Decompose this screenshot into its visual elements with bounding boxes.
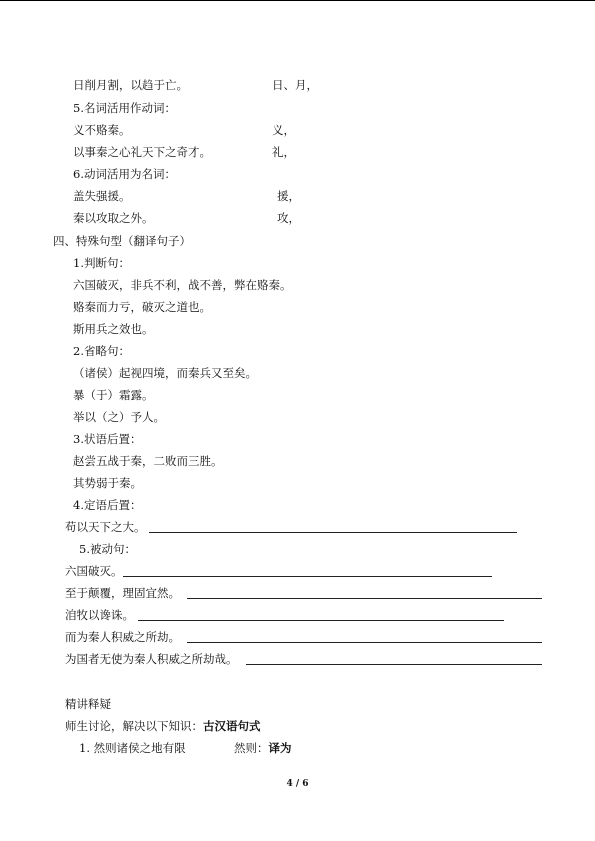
bold-keyword: 古汉语句式: [203, 719, 261, 733]
answer-label: 日、月，: [272, 78, 318, 92]
subheading: 6.动词活用为名词：: [73, 167, 176, 181]
text-line: 赵尝五战于秦，二败而三胜。: [73, 454, 223, 468]
bold-keyword: 译为: [268, 741, 292, 755]
list-item: 1. 然则诸侯之地有限: [79, 741, 186, 755]
answer-blank[interactable]: [187, 598, 542, 599]
page-number: 4 / 6: [286, 779, 309, 789]
subheading: 3.状语后置：: [73, 432, 142, 446]
top-border: [0, 0, 595, 1]
text-line: 秦以攻取之外。: [73, 211, 154, 225]
text-line: 暴（于）霜露。: [73, 388, 154, 402]
answer-label: 攻，: [277, 211, 300, 225]
text-line: 举以（之）予人。: [73, 410, 165, 424]
answer-blank[interactable]: [123, 576, 492, 577]
subheading: 1.判断句：: [73, 256, 130, 270]
text-line: [234, 740, 292, 756]
text-line: 六国破灭，非兵不利，战不善，弊在赂秦。: [73, 278, 292, 292]
text-line: 至于颠覆，理固宜然。: [65, 586, 180, 600]
text-line: [65, 718, 261, 734]
text-line: 而为秦人积威之所劫。: [65, 630, 180, 644]
text-line: 六国破灭。: [65, 564, 123, 578]
term-label: 然则：: [234, 741, 269, 755]
answer-blank[interactable]: [246, 664, 542, 665]
text-line: 苟以天下之大。: [65, 520, 146, 534]
answer-label: 援，: [277, 189, 300, 203]
text-line: 为国者无使为秦人积威之所劫哉。: [65, 652, 238, 666]
text-line: 义不赂秦。: [73, 123, 131, 137]
text-line: 其势弱于秦。: [73, 476, 142, 490]
section-heading: 四、特殊句型（翻译句子）: [53, 234, 191, 248]
answer-blank[interactable]: [138, 620, 504, 621]
answer-label: 礼，: [272, 145, 295, 159]
subheading: 5.被动句：: [79, 542, 136, 556]
text-line: 斯用兵之效也。: [73, 322, 154, 336]
text-line: 赂秦而力亏，破灭之道也。: [73, 300, 211, 314]
text-line: （诸侯）起视四境，而秦兵又至矣。: [73, 366, 257, 380]
subheading: 2.省略句：: [73, 344, 130, 358]
text-line: 以事秦之心礼天下之奇才。: [73, 145, 211, 159]
subheading: 5.名词活用作动词：: [73, 101, 176, 115]
text-line: 盖失强援。: [73, 189, 131, 203]
text-prefix: 师生讨论，解决以下知识：: [65, 719, 203, 733]
text-line: 洎牧以谗诛。: [65, 608, 134, 622]
section-heading: 精讲释疑: [65, 697, 111, 711]
text-line: 日削月割，以趋于亡。: [73, 78, 188, 92]
subheading: 4.定语后置：: [73, 498, 142, 512]
answer-blank[interactable]: [187, 642, 542, 643]
answer-blank[interactable]: [149, 532, 517, 533]
answer-label: 义，: [272, 123, 295, 137]
